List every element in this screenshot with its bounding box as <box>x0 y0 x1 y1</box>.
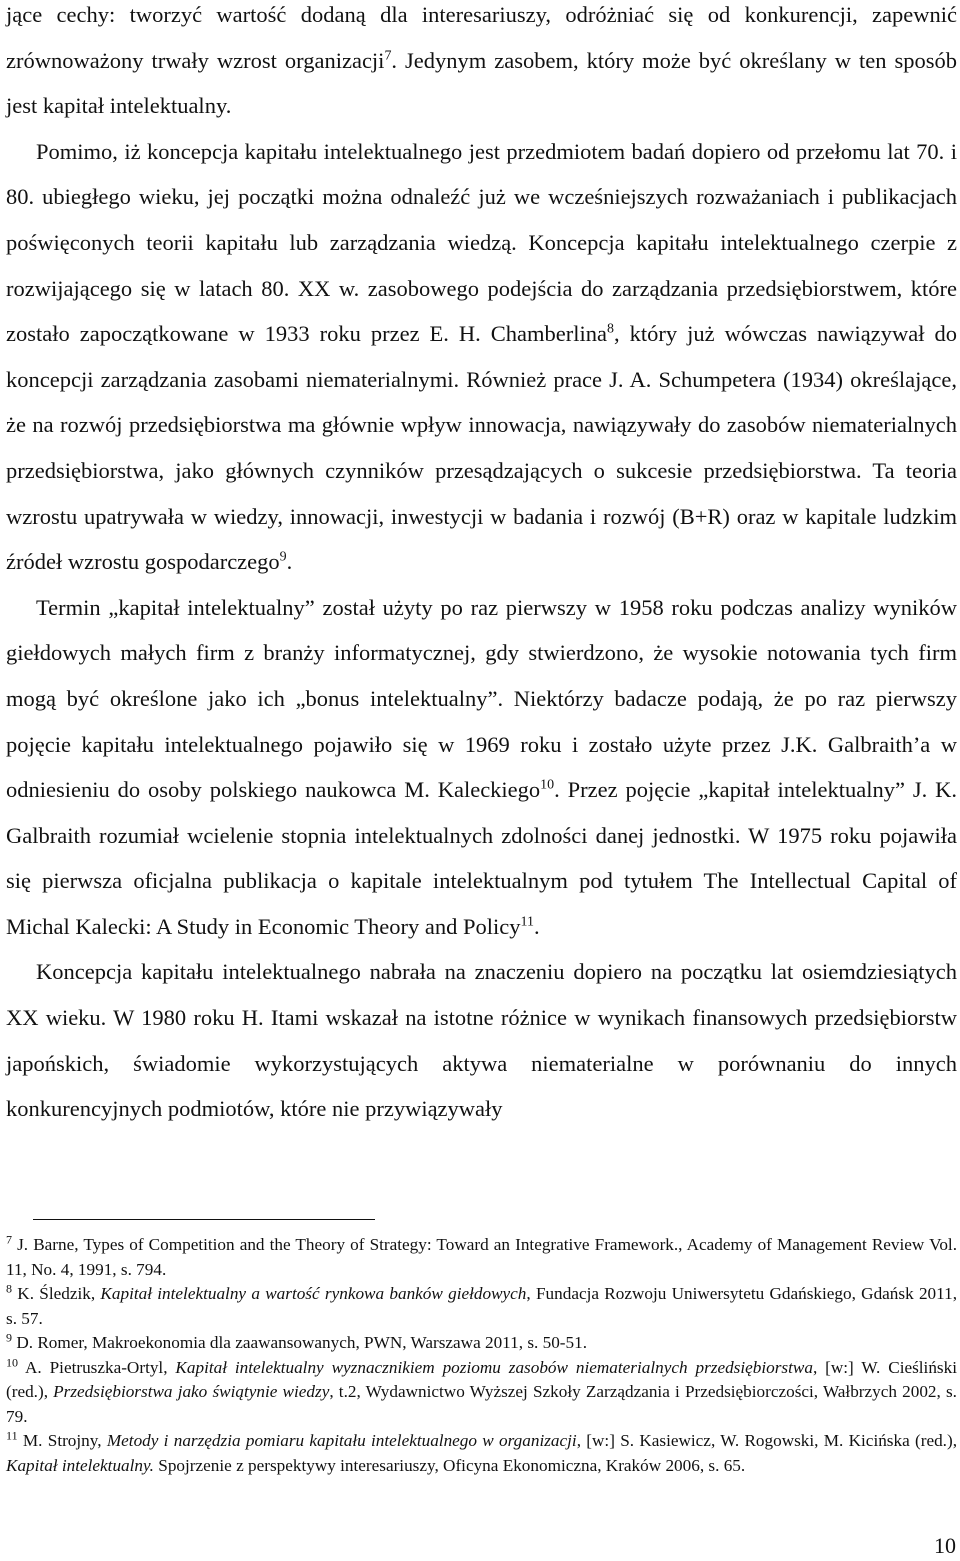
paragraph-text: . Przez pojęcie „kapitał intelektualny” J. K. Galbraith rozumiał wcielenie stopnia intelektualnych zdolności danej jednostki. W 1975 roku pojawiła się pierwsza oficjalna publikacja o kapitale intelektualnym pod tytułem The Intellectual Capital of Michal Kalecki: A Study in Economic Theory and Policy <box>6 777 957 939</box>
footnote-text: J. Barne, Types of Competition and the Theory of Strategy: Toward an Integrative Framework., Academy of Management Review Vol. 11, No. 4, 1991, s. 794. <box>6 1235 957 1279</box>
footnote-8 <box>6 1282 957 1331</box>
footnote-text: K. Śledzik, <box>12 1284 101 1303</box>
paragraph-p1 <box>6 0 957 129</box>
paragraph-text: Termin „kapitał intelektualny” został użyty po raz pierwszy w 1958 roku podczas analizy wyników giełdowych małych firm z branży informatycznej, gdy stwierdzono, że wysokie notowania tych firm mogą być określone jako ich „bonus intelektualny”. Niektórzy badacze podają, że po raz pierwszy pojęcie kapitału intelektualnego pojawiło się w 1969 roku i zostało użyte przez J.K. Galbraith’a w odniesieniu do osoby polskiego naukowca M. Kaleckiego <box>6 594 957 803</box>
footnote-number: 7 <box>6 1232 13 1247</box>
footnote-text: A. Pietruszka-Ortyl, <box>18 1357 176 1377</box>
footnote-9 <box>6 1331 957 1356</box>
main-text <box>6 0 957 1132</box>
paragraph-p4 <box>6 949 957 1131</box>
footnote-text: , t.2, Wydawnictwo Wyższej Szkoły Zarządzania i Przedsiębiorczości, Wałbrzych 2002, s. 79. <box>6 1382 957 1426</box>
footnote-title: Metody i narzędzia pomiaru kapitału intelektualnego w organizacji <box>106 1431 577 1450</box>
footnote-reference: 7 <box>384 48 392 64</box>
footnote-10 <box>6 1356 957 1430</box>
footnote-7 <box>6 1233 957 1282</box>
paragraph-p3 <box>6 585 957 950</box>
footnote-number: 10 <box>6 1354 19 1369</box>
footnote-reference: 11 <box>520 914 534 930</box>
footnote-reference: 8 <box>607 321 614 337</box>
footnote-title: Kapitał intelektualny wyznacznikiem poziomu zasobów niematerialnych przedsiębiorstwa <box>175 1357 813 1377</box>
paragraph-text: jące cechy: tworzyć wartość dodaną dla interesariuszy, odróżniać się od konkurencji, zapewnić zrównoważony trwały wzrost organizacji <box>6 2 957 73</box>
footnote-text: , [w:] S. Kasiewicz, W. Rogowski, M. Kicińska (red.), <box>576 1431 957 1450</box>
footnote-title: Kapitał intelektualny. <box>6 1455 154 1475</box>
paragraph-text: . Jedynym zasobem, który może być określany w ten sposób jest kapitał intelektualny. <box>6 47 957 119</box>
document-page <box>6 0 957 1140</box>
footnote-number: 11 <box>6 1428 18 1443</box>
footnote-number: 8 <box>6 1281 13 1296</box>
footnote-list <box>6 1233 957 1478</box>
footnote-11 <box>6 1429 957 1478</box>
footnote-reference: 9 <box>279 549 287 565</box>
footnote-title: Przedsiębiorstwa jako świątynie wiedzy <box>53 1382 330 1401</box>
footnote-separator-line <box>33 1219 375 1220</box>
footnote-number: 9 <box>6 1330 13 1345</box>
paragraph-text: , który już wówczas nawiązywał do koncepcji zarządzania zasobami niematerialnymi. Również prace J. A. Schumpetera (1934) określające, że na rozwój przedsiębiorstwa ma głównie wpływ innowacja, nawiązywały do zasobów niematerialnych przedsiębiorstwa, jako głównych czynników przesądzających o sukcesie przedsiębiorstwa. Ta teoria wzrostu upatrywała w wiedzy, innowacji, inwestycji w badania i rozwój (B+R) oraz w kapitale ludzkim źródeł wzrostu gospodarczego <box>6 321 957 575</box>
footnote-text: M. Strojny, <box>17 1431 107 1450</box>
footnote-title: Kapitał intelektualny a wartość rynkowa banków giełdowych <box>100 1284 527 1303</box>
paragraph-text: . <box>533 913 540 939</box>
paragraph-text: . <box>286 549 293 575</box>
footnote-reference: 10 <box>540 777 555 793</box>
paragraph-text: Pomimo, iż koncepcja kapitału intelektualnego jest przedmiotem badań dopiero od przełomu lat 70. i 80. ubiegłego wieku, jej początki można odnaleźć już we wcześniejszych rozważaniach i publikacjach poświęconych teorii kapitału lub zarządzania wiedzą. Koncepcja kapitału intelektualnego czerpie z rozwijającego się w latach 80. XX w. zasobowego podejścia do zarządzania przedsiębiorstwem, które zostało zapoczątkowane w 1933 roku przez E. H. Chamberlina <box>6 138 957 347</box>
footnote-text: D. Romer, Makroekonomia dla zaawansowanych, PWN, Warszawa 2011, s. 50-51. <box>12 1333 588 1352</box>
footnote-text: , [w:] W. Cieśliński (red.), <box>6 1357 957 1401</box>
paragraph-p2 <box>6 129 957 585</box>
paragraph-text: Koncepcja kapitału intelektualnego nabrała na znaczeniu dopiero na początku lat osiemdziesiątych XX wieku. W 1980 roku H. Itami wskazał na istotne różnice w wynikach finansowych przedsiębiorstw japońskich, świadomie wykorzystujących aktywa niematerialne w porównaniu do innych konkurencyjnych podmiotów, które nie przywiązywały <box>6 959 957 1122</box>
page-number: 10 <box>934 1533 956 1558</box>
footnote-text: , Fundacja Rozwoju Uniwersytetu Gdańskiego, Gdańsk 2011, s. 57. <box>6 1284 957 1328</box>
footnotes-section <box>6 1219 957 1478</box>
footnote-text: Spojrzenie z perspektywy interesariuszy, Oficyna Ekonomiczna, Kraków 2006, s. 65. <box>153 1455 746 1475</box>
